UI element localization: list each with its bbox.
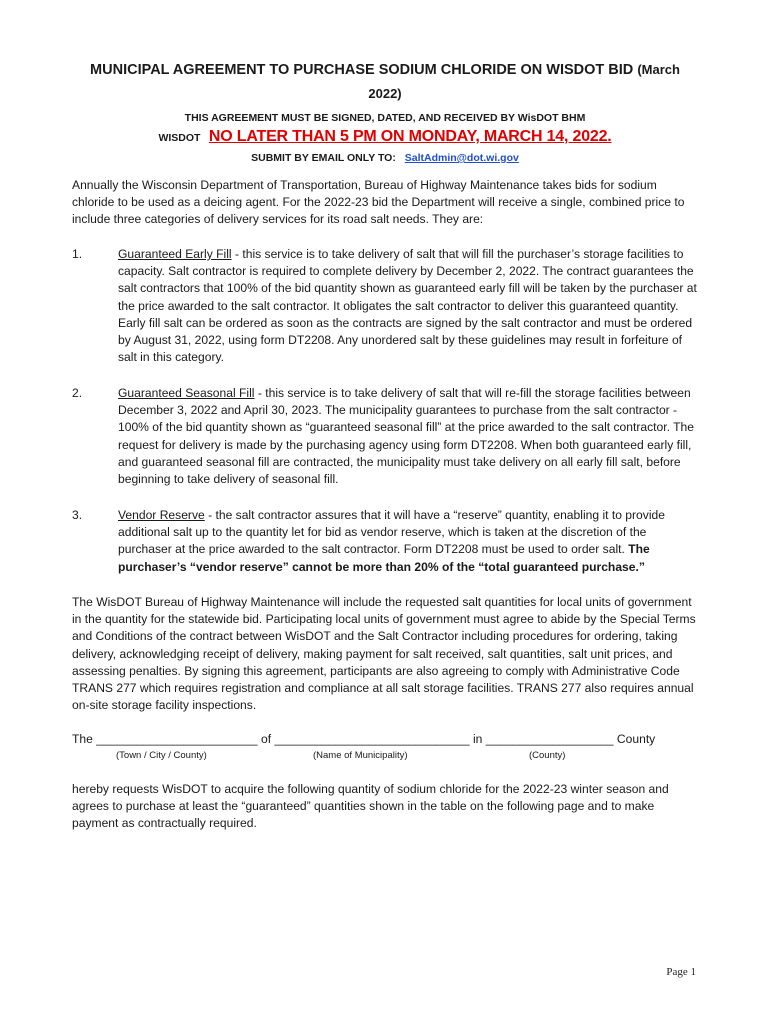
municipality-name-blank[interactable]: _____________________________ xyxy=(274,732,470,746)
municipality-fill-in-line xyxy=(72,732,697,746)
list-number: 2. xyxy=(72,386,83,400)
municipality-type-blank[interactable]: ________________________ xyxy=(96,732,258,746)
page-number: Page 1 xyxy=(666,966,696,978)
list-item-title: Vendor Reserve xyxy=(118,508,205,522)
list-number: 1. xyxy=(72,247,83,261)
fill-of: of xyxy=(261,732,272,746)
fill-county: County xyxy=(616,732,656,746)
deadline-text: NO LATER THAN 5 PM ON MONDAY, MARCH 14, 2022. xyxy=(208,128,612,145)
title-main: MUNICIPAL AGREEMENT TO PURCHASE SODIUM CHLORIDE ON WISDOT BID xyxy=(90,62,634,78)
terms-paragraph: The WisDOT Bureau of Highway Maintenance will include the requested salt quantities for local units of government in the quantity for the statewide bid. Participating local units of government must agree to abide by the Special Terms and Conditions of the contract between WisDOT and the Salt Contractor including procedures for ordering, taking delivery, acknowledging receipt of delivery, making payment for salt received, salt quantities, salt unit prices, and assessing penalties. By signing this agreement, participants are also agreeing to comply with Administrative Code TRANS 277 which requires registration and compliance at all salt storage facilities. TRANS 277 also requires annual on-site storage facility inspections. xyxy=(72,595,696,713)
list-item-title: Guaranteed Seasonal Fill xyxy=(118,386,255,400)
caption-town-city-county: (Town / City / County) xyxy=(116,750,207,761)
caption-municipality-name: (Name of Municipality) xyxy=(313,750,408,761)
submit-label: SUBMIT BY EMAIL ONLY TO: xyxy=(251,152,396,164)
fill-the: The xyxy=(72,732,93,746)
list-item-title: Guaranteed Early Fill xyxy=(118,247,232,261)
list-item-text: - this service is to take delivery of salt that will fill the purchaser’s storage facilities to capacity. Salt contractor is required to complete delivery by December 2, 2022. The contract guarantees the salt contractors that 100% of the bid quantity shown as guaranteed early fill will be taken by the purchaser at the price awarded to the salt contractor. It obligates the salt contractor to deliver this guaranteed quantity. Early fill salt can be ordered as soon as the contracts are signed by the salt contractor and must be ordered by August 31, 2022, using form DT2208. Any unordered salt by these guidelines may result in forfeiture of salt in this category. xyxy=(118,247,697,365)
vendor-reserve-limit: The purchaser’s “vendor reserve” cannot be more than 20% of the “total guaranteed purchase.” xyxy=(118,542,650,574)
county-blank[interactable]: ___________________ xyxy=(485,732,614,746)
caption-county: (County) xyxy=(529,750,566,761)
submit-email-link[interactable]: SaltAdmin@dot.wi.gov xyxy=(404,152,519,164)
signing-notice: THIS AGREEMENT MUST BE SIGNED, DATED, AND RECEIVED BY WisDOT BHM xyxy=(184,112,586,124)
title-year: 2022) xyxy=(368,86,402,101)
title-suffix: (March xyxy=(637,62,680,77)
list-item-text: - the salt contractor assures that it will have a “reserve” quantity, enabling it to provide additional salt up to the quantity let for bid as vendor reserve, which is taken at the discretion of the purchaser at the price awarded to the salt contractor. Form DT2208 must be used to order salt. xyxy=(118,508,665,557)
page-title xyxy=(60,58,710,106)
request-paragraph: hereby requests WisDOT to acquire the following quantity of sodium chloride for the 2022-23 winter season and agrees to purchase at least the “guaranteed” quantities shown in the table on the following page and to make payment as contractually required. xyxy=(72,782,669,831)
intro-paragraph: Annually the Wisconsin Department of Transportation, Bureau of Highway Maintenance takes bids for sodium chloride to be used as a deicing agent. For the 2022-23 bid the Department will receive a single, combined price to include three categories of delivery services for its road salt needs. They are: xyxy=(72,178,685,227)
list-number: 3. xyxy=(72,508,83,522)
list-body xyxy=(118,507,697,576)
list-item-text: - this service is to take delivery of salt that will re-fill the storage facilities between December 3, 2022 and April 30, 2023. The municipality guarantees to purchase from the salt contractor - 100% of the bid quantity shown as “guaranteed seasonal fill” at the price awarded to the salt contractor. The request for delivery is made by the purchasing agency using form DT2208. When both guaranteed early fill, and guaranteed seasonal fill are contracted, the municipality must take delivery on all early fill salt, before beginning to take delivery of seasonal fill. xyxy=(118,386,694,487)
list-body xyxy=(118,385,697,488)
deadline-prefix: WISDOT xyxy=(158,132,201,144)
deadline-line xyxy=(60,128,710,146)
list-body xyxy=(118,246,697,366)
fill-in: in xyxy=(472,732,483,746)
submit-instructions xyxy=(60,152,710,164)
